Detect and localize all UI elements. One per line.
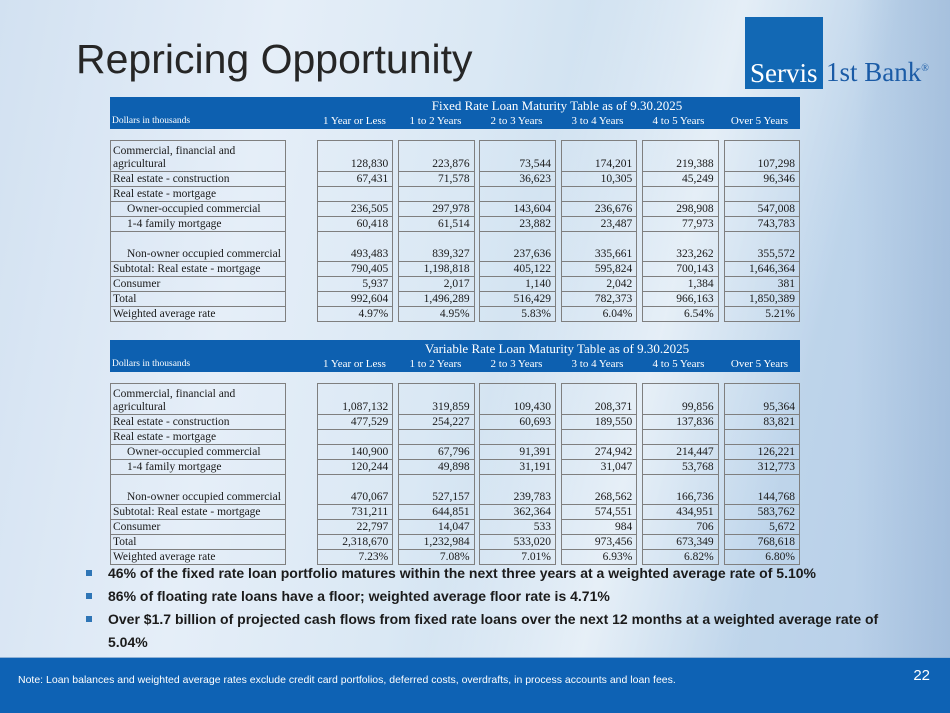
table-cell: 73,544 bbox=[519, 158, 551, 170]
data-column bbox=[317, 383, 393, 565]
row-label: Weighted average rate bbox=[111, 549, 285, 564]
table-cell: 14,047 bbox=[399, 519, 473, 534]
table-cell: 5,672 bbox=[725, 519, 799, 534]
table-cell: 91,391 bbox=[480, 444, 554, 459]
table-cell: 297,978 bbox=[399, 201, 473, 216]
fixed-rate-table bbox=[110, 97, 800, 322]
table-cell: 984 bbox=[562, 519, 636, 534]
corner-label: Dollars in thousands bbox=[112, 116, 191, 126]
table-cell: 700,143 bbox=[643, 261, 717, 276]
bullet-square-icon bbox=[86, 570, 92, 576]
table-cell: 362,364 bbox=[480, 504, 554, 519]
table-cell: 7.01% bbox=[480, 549, 554, 564]
table-cell: 4.95% bbox=[399, 306, 473, 321]
label-column bbox=[110, 140, 286, 322]
table-cell: 5.83% bbox=[480, 306, 554, 321]
table-cell: 214,447 bbox=[643, 444, 717, 459]
row-label: Consumer bbox=[111, 519, 285, 534]
table-cell: 31,191 bbox=[480, 459, 554, 474]
data-column bbox=[479, 140, 555, 322]
table-cell: 706 bbox=[643, 519, 717, 534]
variable-rate-table bbox=[110, 340, 800, 565]
table-cell: 381 bbox=[725, 276, 799, 291]
page-number: 22 bbox=[913, 667, 930, 684]
data-column bbox=[561, 383, 637, 565]
table-cell: 120,244 bbox=[318, 459, 392, 474]
table-cell: 274,942 bbox=[562, 444, 636, 459]
table-cell: 254,227 bbox=[399, 414, 473, 429]
bullet-item: 86% of floating rate loans have a floor; weighted average floor rate is 4.71% bbox=[84, 585, 914, 608]
table-cell: 219,388 bbox=[676, 158, 714, 170]
table-cell: 1,384 bbox=[643, 276, 717, 291]
row-label: Owner-occupied commercial bbox=[111, 444, 285, 459]
table-cell: 223,876 bbox=[432, 158, 470, 170]
table-cell: 7.23% bbox=[318, 549, 392, 564]
table-cell: 1,496,289 bbox=[399, 291, 473, 306]
table-cell: 67,431 bbox=[318, 171, 392, 186]
table-cell: 6.80% bbox=[725, 549, 799, 564]
logo-servis-text: Servis bbox=[750, 58, 818, 88]
table-cell: 547,008 bbox=[725, 201, 799, 216]
column-spacer bbox=[286, 140, 311, 322]
row-label: Real estate - mortgage bbox=[111, 429, 285, 444]
table-cell: 2,042 bbox=[562, 276, 636, 291]
row-label: Weighted average rate bbox=[111, 306, 285, 321]
table-cell: 208,371 bbox=[594, 401, 633, 413]
table-column-headers bbox=[110, 357, 800, 372]
table-cell: 583,762 bbox=[725, 504, 799, 519]
table-cell: 966,163 bbox=[643, 291, 717, 306]
table-cell: 574,551 bbox=[562, 504, 636, 519]
table-cell bbox=[562, 429, 636, 444]
table-cell: 143,604 bbox=[480, 201, 554, 216]
data-column bbox=[398, 140, 474, 322]
row-label: Non-owner occupied commercial bbox=[111, 231, 285, 261]
column-header: Over 5 Years bbox=[730, 358, 789, 370]
row-label: Total bbox=[111, 291, 285, 306]
table-cell: 731,211 bbox=[318, 504, 392, 519]
table-cell: 323,262 bbox=[643, 231, 717, 261]
table-cell: 1,140 bbox=[480, 276, 554, 291]
table-cell: 743,783 bbox=[725, 216, 799, 231]
page-title: Repricing Opportunity bbox=[76, 36, 473, 82]
table-cell: 319,859 bbox=[432, 401, 470, 413]
table-header-band bbox=[110, 97, 800, 129]
row-label: Non-owner occupied commercial bbox=[111, 474, 285, 504]
table-cell bbox=[318, 186, 392, 201]
table-cell: 434,951 bbox=[643, 504, 717, 519]
table-cell: 5,937 bbox=[318, 276, 392, 291]
table-cell: 298,908 bbox=[643, 201, 717, 216]
column-header: 1 Year or Less bbox=[323, 358, 386, 370]
table-cell: 189,550 bbox=[562, 414, 636, 429]
footer-note: Note: Loan balances and weighted average rates exclude credit card portfolios, deferred costs, overdrafts, in process accounts and loan fees. bbox=[18, 674, 676, 686]
table-cell: 2,017 bbox=[399, 276, 473, 291]
table-cell: 477,529 bbox=[318, 414, 392, 429]
bullet-item: Over $1.7 billion of projected cash flows from fixed rate loans over the next 12 months at a weighted average rate of 5.04% bbox=[84, 608, 914, 654]
table-cell: 405,122 bbox=[480, 261, 554, 276]
table-cell: 533 bbox=[480, 519, 554, 534]
table-cell: 67,796 bbox=[399, 444, 473, 459]
data-column bbox=[398, 383, 474, 565]
column-header: 3 to 4 Years bbox=[571, 358, 624, 370]
table-cell: 4.97% bbox=[318, 306, 392, 321]
table-cell: 49,898 bbox=[399, 459, 473, 474]
table-cell bbox=[725, 429, 799, 444]
table-cell: 7.08% bbox=[399, 549, 473, 564]
table-cell: 53,768 bbox=[643, 459, 717, 474]
table-cell bbox=[399, 429, 473, 444]
row-label: Subtotal: Real estate - mortgage bbox=[111, 504, 285, 519]
registered-mark: ® bbox=[921, 63, 929, 74]
row-label: Subtotal: Real estate - mortgage bbox=[111, 261, 285, 276]
table-cell: 768,618 bbox=[725, 534, 799, 549]
table-cell: 23,487 bbox=[562, 216, 636, 231]
data-column bbox=[317, 140, 393, 322]
table-cell: 77,973 bbox=[643, 216, 717, 231]
table-cell: 5.21% bbox=[725, 306, 799, 321]
column-header: 1 Year or Less bbox=[323, 115, 386, 127]
table-cell: 6.54% bbox=[643, 306, 717, 321]
table-cell: 126,221 bbox=[725, 444, 799, 459]
row-label: Owner-occupied commercial bbox=[111, 201, 285, 216]
bullet-square-icon bbox=[86, 593, 92, 599]
table-body bbox=[110, 383, 800, 565]
table-header-band bbox=[110, 340, 800, 372]
table-cell: 839,327 bbox=[399, 231, 473, 261]
table-cell: 128,830 bbox=[350, 158, 389, 170]
row-label: Real estate - mortgage bbox=[111, 186, 285, 201]
table-cell: 1,087,132 bbox=[342, 401, 389, 413]
table-cell bbox=[399, 186, 473, 201]
column-header: 2 to 3 Years bbox=[490, 115, 543, 127]
table-cell: 1,198,818 bbox=[399, 261, 473, 276]
data-column bbox=[724, 383, 800, 565]
bullet-item: 46% of the fixed rate loan portfolio matures within the next three years at a weighted average rate of 5.10% bbox=[84, 562, 914, 585]
table-cell: 1,232,984 bbox=[399, 534, 473, 549]
row-label: Total bbox=[111, 534, 285, 549]
logo-square bbox=[745, 17, 823, 89]
table-cell: 992,604 bbox=[318, 291, 392, 306]
table-cell bbox=[480, 186, 554, 201]
data-column bbox=[642, 383, 718, 565]
row-label: 1-4 family mortgage bbox=[111, 459, 285, 474]
column-header: 4 to 5 Years bbox=[652, 358, 705, 370]
table-cell: 6.82% bbox=[643, 549, 717, 564]
table-cell: 10,305 bbox=[562, 171, 636, 186]
table-cell: 236,505 bbox=[318, 201, 392, 216]
table-cell: 782,373 bbox=[562, 291, 636, 306]
table-cell: 137,836 bbox=[643, 414, 717, 429]
column-spacer bbox=[286, 383, 311, 565]
column-header: 4 to 5 Years bbox=[652, 115, 705, 127]
table-cell: 22,797 bbox=[318, 519, 392, 534]
row-label: Real estate - construction bbox=[111, 414, 285, 429]
table-cell: 268,562 bbox=[562, 474, 636, 504]
data-column bbox=[561, 140, 637, 322]
table-cell: 335,661 bbox=[562, 231, 636, 261]
table-cell: 1,850,389 bbox=[725, 291, 799, 306]
table-title: Fixed Rate Loan Maturity Table as of 9.30.2025 bbox=[431, 98, 683, 113]
table-cell: 23,882 bbox=[480, 216, 554, 231]
column-header: Over 5 Years bbox=[730, 115, 789, 127]
table-body bbox=[110, 140, 800, 322]
column-header: 1 to 2 Years bbox=[409, 358, 462, 370]
table-cell: 237,636 bbox=[480, 231, 554, 261]
data-column bbox=[479, 383, 555, 565]
table-cell: 6.04% bbox=[562, 306, 636, 321]
table-cell bbox=[480, 429, 554, 444]
table-cell: 99,856 bbox=[682, 401, 714, 413]
table-cell: 109,430 bbox=[513, 401, 551, 413]
table-cell: 493,483 bbox=[318, 231, 392, 261]
table-cell: 527,157 bbox=[399, 474, 473, 504]
table-cell: 973,456 bbox=[562, 534, 636, 549]
table-cell: 36,623 bbox=[480, 171, 554, 186]
table-cell: 470,067 bbox=[318, 474, 392, 504]
column-header: 3 to 4 Years bbox=[571, 115, 624, 127]
table-cell: 239,783 bbox=[480, 474, 554, 504]
row-label: 1-4 family mortgage bbox=[111, 216, 285, 231]
table-cell: 644,851 bbox=[399, 504, 473, 519]
bullet-square-icon bbox=[86, 616, 92, 622]
table-cell: 1,646,364 bbox=[725, 261, 799, 276]
table-cell: 45,249 bbox=[643, 171, 717, 186]
table-cell: 61,514 bbox=[399, 216, 473, 231]
table-cell: 6.93% bbox=[562, 549, 636, 564]
table-cell: 83,821 bbox=[725, 414, 799, 429]
table-cell bbox=[643, 186, 717, 201]
column-header: 2 to 3 Years bbox=[490, 358, 543, 370]
table-cell: 71,578 bbox=[399, 171, 473, 186]
table-cell: 166,736 bbox=[643, 474, 717, 504]
corner-label: Dollars in thousands bbox=[112, 359, 191, 369]
brand-logo bbox=[745, 17, 929, 89]
table-title: Variable Rate Loan Maturity Table as of 9.30.2025 bbox=[424, 341, 690, 356]
table-cell: 107,298 bbox=[757, 158, 796, 170]
table-column-headers bbox=[110, 114, 800, 129]
table-cell bbox=[318, 429, 392, 444]
table-cell: 60,418 bbox=[318, 216, 392, 231]
table-cell: 516,429 bbox=[480, 291, 554, 306]
table-cell bbox=[643, 429, 717, 444]
footer-bar bbox=[0, 657, 950, 713]
table-cell bbox=[725, 186, 799, 201]
table-cell: 533,020 bbox=[480, 534, 554, 549]
table-cell: 140,900 bbox=[318, 444, 392, 459]
row-label: Consumer bbox=[111, 276, 285, 291]
row-label: Real estate - construction bbox=[111, 171, 285, 186]
table-cell: 673,349 bbox=[643, 534, 717, 549]
table-cell: 790,405 bbox=[318, 261, 392, 276]
column-header: 1 to 2 Years bbox=[409, 115, 462, 127]
row-label: Commercial, financial and agricultural bbox=[113, 388, 236, 413]
table-cell: 355,572 bbox=[725, 231, 799, 261]
table-cell: 236,676 bbox=[562, 201, 636, 216]
table-cell: 60,693 bbox=[480, 414, 554, 429]
table-cell: 2,318,670 bbox=[318, 534, 392, 549]
table-cell: 95,364 bbox=[763, 401, 796, 413]
label-column bbox=[110, 383, 286, 565]
logo-bank-text: 1st Bank® bbox=[826, 57, 929, 87]
row-label: Commercial, financial and agricultural bbox=[113, 145, 236, 170]
table-cell: 595,824 bbox=[562, 261, 636, 276]
table-cell: 312,773 bbox=[725, 459, 799, 474]
table-cell bbox=[562, 186, 636, 201]
data-column bbox=[642, 140, 718, 322]
data-column bbox=[724, 140, 800, 322]
table-cell: 96,346 bbox=[725, 171, 799, 186]
table-cell: 174,201 bbox=[594, 158, 633, 170]
table-cell: 31,047 bbox=[562, 459, 636, 474]
table-cell: 144,768 bbox=[725, 474, 799, 504]
